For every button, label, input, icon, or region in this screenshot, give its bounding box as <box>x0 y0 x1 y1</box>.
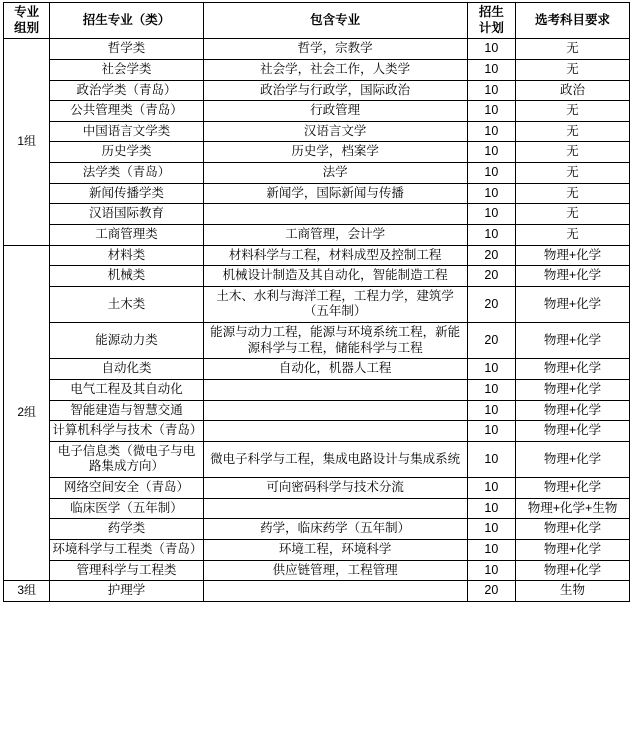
enrollment-plan-cell: 20 <box>467 581 515 602</box>
enrollment-plan-cell: 10 <box>467 101 515 122</box>
major-name-cell: 电子信息类（微电子与电路集成方向） <box>50 441 203 477</box>
major-name-cell: 社会学类 <box>50 59 203 80</box>
major-name-cell: 哲学类 <box>50 39 203 60</box>
subject-requirement-cell: 无 <box>516 101 630 122</box>
major-name-cell: 工商管理类 <box>50 224 203 245</box>
subject-requirement-cell: 无 <box>516 121 630 142</box>
header-plan-line1: 招生 <box>478 5 504 19</box>
enrollment-plan-cell: 10 <box>467 163 515 184</box>
included-majors-cell: 政治学与行政学，国际政治 <box>203 80 467 101</box>
enrollment-plan-cell: 10 <box>467 224 515 245</box>
table-row <box>4 359 630 380</box>
table-header-row <box>4 3 630 39</box>
subject-requirement-cell: 无 <box>516 204 630 225</box>
enrollment-plan-cell: 10 <box>467 539 515 560</box>
subject-requirement-cell: 物理+化学 <box>516 266 630 287</box>
included-majors-cell <box>203 581 467 602</box>
table-row <box>4 519 630 540</box>
major-name-cell: 法学类（青岛） <box>50 163 203 184</box>
included-majors-cell: 新闻学，国际新闻与传播 <box>203 183 467 204</box>
subject-requirement-cell: 物理+化学 <box>516 421 630 442</box>
subject-requirement-cell: 无 <box>516 59 630 80</box>
included-majors-cell: 能源与动力工程，能源与环境系统工程，新能源科学与工程，储能科学与工程 <box>203 323 467 359</box>
included-majors-cell: 供应链管理，工程管理 <box>203 560 467 581</box>
major-name-cell: 电气工程及其自动化 <box>50 379 203 400</box>
major-name-cell: 智能建造与智慧交通 <box>50 400 203 421</box>
major-name-cell: 新闻传播学类 <box>50 183 203 204</box>
table-row <box>4 379 630 400</box>
included-majors-cell: 微电子科学与工程，集成电路设计与集成系统 <box>203 441 467 477</box>
major-name-cell: 环境科学与工程类（青岛） <box>50 539 203 560</box>
major-name-cell: 材料类 <box>50 245 203 266</box>
table-body <box>4 39 630 602</box>
enrollment-plan-cell: 10 <box>467 519 515 540</box>
enrollment-plan-cell: 10 <box>467 80 515 101</box>
table-row <box>4 266 630 287</box>
subject-requirement-cell: 生物 <box>516 581 630 602</box>
included-majors-cell: 汉语言文学 <box>203 121 467 142</box>
included-majors-cell <box>203 204 467 225</box>
header-group <box>4 3 50 39</box>
subject-requirement-cell: 物理+化学 <box>516 400 630 421</box>
table-row <box>4 204 630 225</box>
table-row <box>4 498 630 519</box>
subject-requirement-cell: 无 <box>516 183 630 204</box>
included-majors-cell: 自动化，机器人工程 <box>203 359 467 380</box>
header-plan-line2: 计划 <box>478 20 504 35</box>
included-majors-cell: 材料科学与工程，材料成型及控制工程 <box>203 245 467 266</box>
subject-requirement-cell: 物理+化学 <box>516 323 630 359</box>
subject-requirement-cell: 物理+化学 <box>516 560 630 581</box>
header-include: 包含专业 <box>203 3 467 39</box>
subject-requirement-cell: 物理+化学 <box>516 379 630 400</box>
enrollment-plan-cell: 10 <box>467 121 515 142</box>
table-row <box>4 539 630 560</box>
enrollment-plan-cell: 10 <box>467 142 515 163</box>
subject-requirement-cell: 政治 <box>516 80 630 101</box>
header-plan <box>467 3 515 39</box>
included-majors-cell <box>203 421 467 442</box>
subject-requirement-cell: 物理+化学 <box>516 286 630 322</box>
included-majors-cell <box>203 498 467 519</box>
included-majors-cell: 行政管理 <box>203 101 467 122</box>
table-row <box>4 39 630 60</box>
table-row <box>4 421 630 442</box>
subject-requirement-cell: 物理+化学 <box>516 478 630 499</box>
table-row <box>4 224 630 245</box>
table-header <box>4 3 630 39</box>
major-name-cell: 土木类 <box>50 286 203 322</box>
subject-requirement-cell: 无 <box>516 224 630 245</box>
major-name-cell: 历史学类 <box>50 142 203 163</box>
table-row <box>4 142 630 163</box>
group-cell: 1组 <box>4 39 50 245</box>
included-majors-cell <box>203 379 467 400</box>
enrollment-plan-cell: 20 <box>467 286 515 322</box>
enrollment-plan-cell: 10 <box>467 441 515 477</box>
enrollment-plan-cell: 20 <box>467 266 515 287</box>
subject-requirement-cell: 物理+化学 <box>516 359 630 380</box>
included-majors-cell: 历史学，档案学 <box>203 142 467 163</box>
table-row <box>4 101 630 122</box>
included-majors-cell: 机械设计制造及其自动化，智能制造工程 <box>203 266 467 287</box>
enrollment-majors-table <box>3 2 630 602</box>
enrollment-plan-cell: 10 <box>467 379 515 400</box>
table-row <box>4 245 630 266</box>
major-name-cell: 中国语言文学类 <box>50 121 203 142</box>
major-name-cell: 政治学类（青岛） <box>50 80 203 101</box>
table-row <box>4 59 630 80</box>
major-name-cell: 机械类 <box>50 266 203 287</box>
enrollment-plan-cell: 10 <box>467 59 515 80</box>
subject-requirement-cell: 物理+化学 <box>516 539 630 560</box>
header-major: 招生专业（类） <box>50 3 203 39</box>
enrollment-plan-cell: 10 <box>467 498 515 519</box>
included-majors-cell: 环境工程，环境科学 <box>203 539 467 560</box>
included-majors-cell: 可向密码科学与技术分流 <box>203 478 467 499</box>
included-majors-cell <box>203 400 467 421</box>
subject-requirement-cell: 物理+化学 <box>516 519 630 540</box>
table-row <box>4 581 630 602</box>
table-row <box>4 286 630 322</box>
table-row <box>4 478 630 499</box>
table-row <box>4 441 630 477</box>
header-group-line2: 组别 <box>14 20 40 35</box>
included-majors-cell: 工商管理，会计学 <box>203 224 467 245</box>
enrollment-plan-cell: 20 <box>467 245 515 266</box>
enrollment-plan-cell: 10 <box>467 400 515 421</box>
enrollment-plan-cell: 10 <box>467 183 515 204</box>
table-row <box>4 323 630 359</box>
subject-requirement-cell: 无 <box>516 39 630 60</box>
major-name-cell: 临床医学（五年制） <box>50 498 203 519</box>
table-row <box>4 400 630 421</box>
subject-requirement-cell: 物理+化学 <box>516 441 630 477</box>
enrollment-plan-cell: 10 <box>467 359 515 380</box>
included-majors-cell: 法学 <box>203 163 467 184</box>
enrollment-plan-cell: 20 <box>467 323 515 359</box>
enrollment-plan-cell: 10 <box>467 204 515 225</box>
major-name-cell: 网络空间安全（青岛） <box>50 478 203 499</box>
header-group-line1: 专业 <box>14 5 40 19</box>
table-row <box>4 163 630 184</box>
included-majors-cell: 土木、水利与海洋工程，工程力学，建筑学（五年制） <box>203 286 467 322</box>
major-name-cell: 能源动力类 <box>50 323 203 359</box>
subject-requirement-cell: 无 <box>516 142 630 163</box>
enrollment-plan-cell: 10 <box>467 39 515 60</box>
major-name-cell: 公共管理类（青岛） <box>50 101 203 122</box>
table-row <box>4 80 630 101</box>
subject-requirement-cell: 物理+化学+生物 <box>516 498 630 519</box>
included-majors-cell: 哲学，宗教学 <box>203 39 467 60</box>
major-name-cell: 计算机科学与技术（青岛） <box>50 421 203 442</box>
major-name-cell: 护理学 <box>50 581 203 602</box>
subject-requirement-cell: 物理+化学 <box>516 245 630 266</box>
subject-requirement-cell: 无 <box>516 163 630 184</box>
included-majors-cell: 社会学，社会工作，人类学 <box>203 59 467 80</box>
enrollment-plan-cell: 10 <box>467 421 515 442</box>
group-cell: 3组 <box>4 581 50 602</box>
major-name-cell: 汉语国际教育 <box>50 204 203 225</box>
enrollment-plan-cell: 10 <box>467 478 515 499</box>
table-row <box>4 183 630 204</box>
table-row <box>4 560 630 581</box>
enrollment-plan-cell: 10 <box>467 560 515 581</box>
major-name-cell: 自动化类 <box>50 359 203 380</box>
header-subject: 选考科目要求 <box>516 3 630 39</box>
group-cell: 2组 <box>4 245 50 581</box>
table-row <box>4 121 630 142</box>
major-name-cell: 药学类 <box>50 519 203 540</box>
included-majors-cell: 药学，临床药学（五年制） <box>203 519 467 540</box>
major-name-cell: 管理科学与工程类 <box>50 560 203 581</box>
